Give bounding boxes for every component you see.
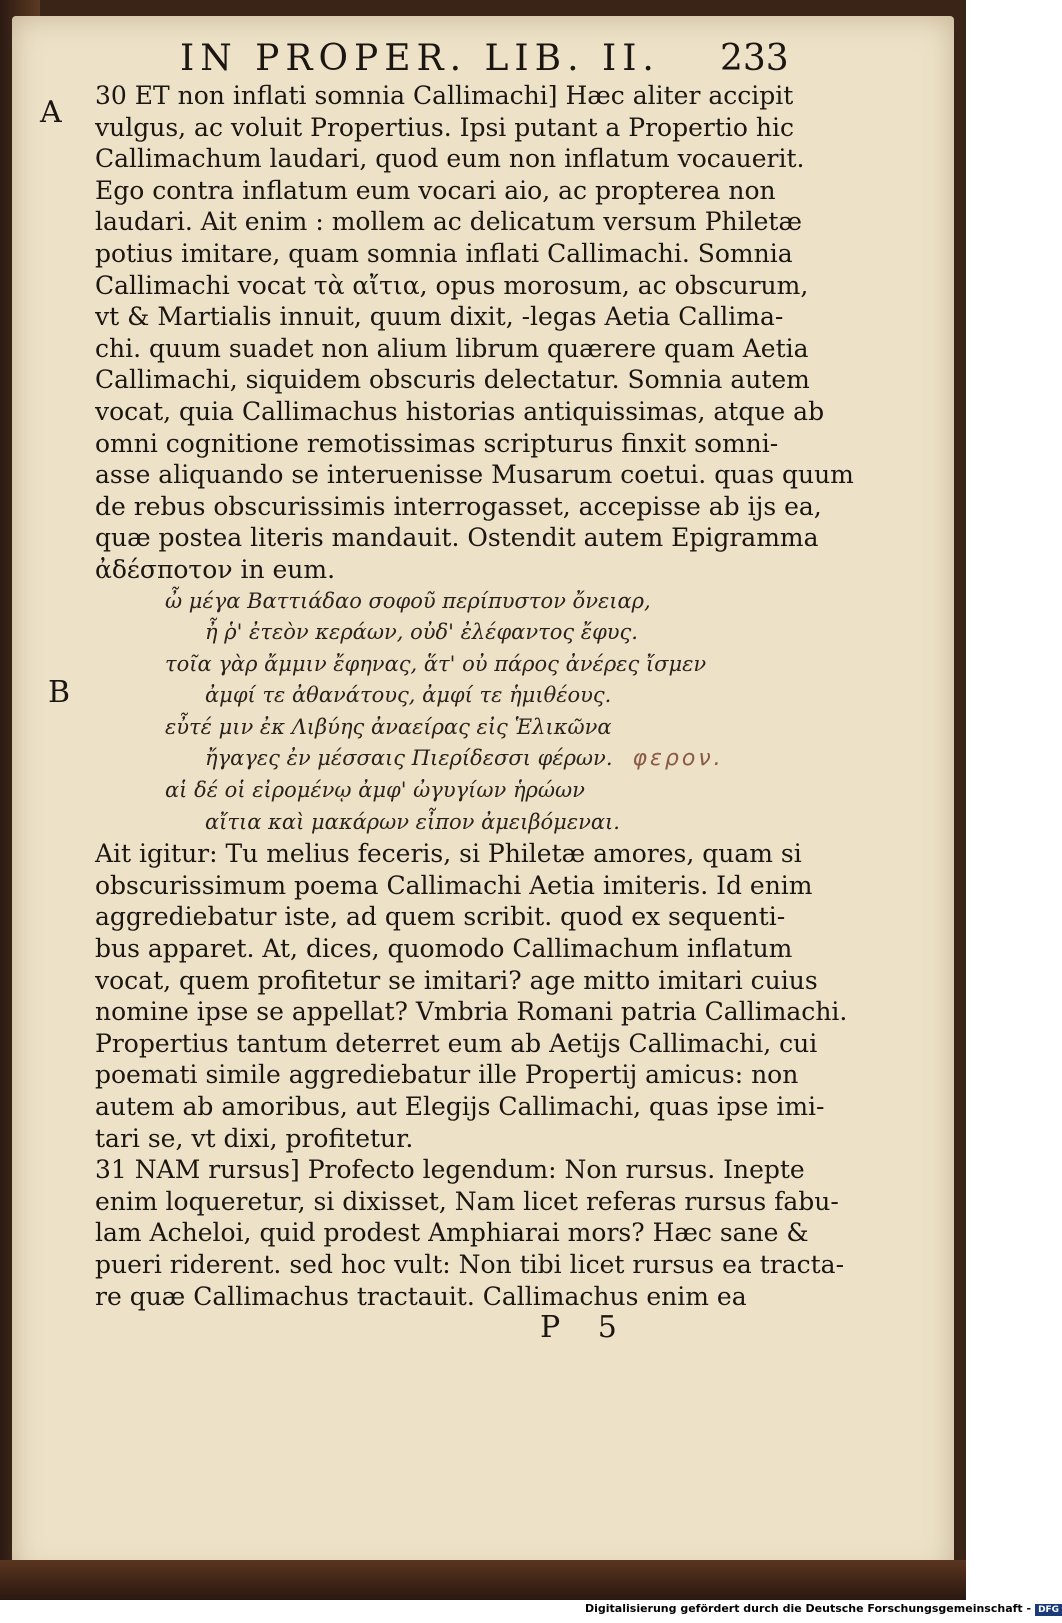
text-line: laudari. Ait enim : mollem ac delicatum versum Philetæ	[95, 207, 802, 237]
greek-epigram	[95, 586, 795, 839]
book-edge	[0, 1560, 966, 1600]
handwritten-note: φερον.	[632, 746, 724, 772]
text-line: chi. quum suadet non alium librum quærere quam Aetia	[95, 333, 809, 363]
text-line: 31 NAM rursus] Profecto legendum: Non rursus. Inepte	[95, 1155, 805, 1185]
text-line: bus apparet. At, dices, quomodo Callimachum inflatum	[95, 934, 793, 964]
text-line: vocat, quem profitetur se imitari? age mitto imitari cuius	[95, 965, 818, 995]
text-line: aggrediebatur iste, ad quem scribit. quod ex sequenti-	[95, 902, 786, 932]
greek-line: αἱ δέ οἱ εἰρομένῳ ἀμφ' ὠγυγίων ἡρώων	[165, 778, 585, 803]
text-line: tari se, vt dixi, profitetur.	[95, 1123, 414, 1153]
text-line: quæ postea literis mandauit. Ostendit autem Epigramma	[95, 523, 819, 553]
signature-mark: P 5	[540, 1310, 631, 1345]
greek-line: εὖτέ μιν ἐκ Λιβύης ἀναείρας εἰς Ἑλικῶνα	[165, 714, 612, 739]
greek-line: αἴτια καὶ μακάρων εἶπον ἀμειβόμεναι.	[205, 809, 620, 834]
text-line: autem ab amoribus, aut Elegijs Callimachi, quas ipse imi-	[95, 1092, 825, 1121]
greek-line: ἀμφί τε ἀθανάτους, ἀμφί τε ἡμιθέους.	[205, 683, 612, 708]
text-line: vulgus, ac voluit Propertius. Ipsi putant a Propertio hic	[95, 112, 794, 142]
greek-line: ἦ ῥ' ἐτεὸν κεράων, οὐδ' ἐλέφαντος ἔφυς.	[205, 620, 638, 645]
text-line: omni cognitione remotissimas scripturus finxit somni-	[95, 428, 779, 458]
greek-line: τοῖα γὰρ ἄμμιν ἔφηνας, ἅτ' οὐ πάρος ἀνέρες ἴσμεν	[165, 651, 707, 676]
text-line: Propertius tantum deterret eum ab Aetijs Callimachi, cui	[95, 1028, 818, 1058]
running-head: IN PROPER. LIB. II.	[180, 38, 660, 79]
page-number: 233	[720, 38, 789, 79]
margin-mark-a: A	[40, 95, 62, 130]
text-line: re quæ Callimachus tractauit. Callimachus enim ea	[95, 1281, 747, 1311]
greek-line-text: ἤγαγες ἐν μέσσαις Πιερίδεσσι φέρων.	[205, 746, 613, 771]
text-line: Ego contra inflatum eum vocari aio, ac propterea non	[95, 175, 776, 205]
text-line: pueri riderent. sed hoc vult: Non tibi licet rursus ea tracta-	[95, 1249, 845, 1279]
text-line: obscurissimum poema Callimachi Aetia imiteris. Id enim	[95, 870, 813, 900]
text-line: Ait igitur: Tu melius feceris, si Philetæ amores, quam si	[95, 839, 802, 869]
greek-line: ὦ μέγα Βαττιάδαο σοφοῦ περίπυστον ὄνειαρ,	[165, 588, 651, 613]
text-line: Callimachi, siquidem obscuris delectatur. Somnia autem	[95, 365, 810, 395]
margin-mark-b: B	[48, 675, 71, 710]
text-line: nomine ipse se appellat? Vmbria Romani patria Callimachi.	[95, 997, 848, 1027]
text-line: Callimachum laudari, quod eum non inflatum vocauerit.	[95, 144, 805, 174]
text-line: lam Acheloi, quid prodest Amphiarai mors? Hæc sane &	[95, 1218, 809, 1248]
text-line: Callimachi vocat τὰ αἴτια, opus morosum, ac obscurum,	[95, 270, 809, 300]
text-line: asse aliquando se interuenisse Musarum coetui. quas quum	[95, 460, 854, 490]
dfg-logo: DFG	[1035, 1604, 1062, 1616]
text-line: vocat, quia Callimachus historias antiquissimas, atque ab	[95, 396, 825, 426]
footer-text: Digitalisierung gefördert durch die Deutsche Forschungsgemeinschaft -	[585, 1602, 1032, 1615]
greek-line	[95, 743, 795, 775]
text-line: ἀδέσποτον in eum.	[95, 554, 336, 584]
body-text	[95, 80, 854, 1312]
text-line: de rebus obscurissimis interrogasset, accepisse ab ijs ea,	[95, 491, 822, 521]
text-line: enim loqueretur, si dixisset, Nam licet referas rursus fabu-	[95, 1186, 839, 1216]
text-line: vt & Martialis innuit, quum dixit, -legas Aetia Callima-	[95, 302, 784, 332]
text-line: 30 ET non inflati somnia Callimachi] Hæc aliter accipit	[95, 81, 794, 110]
text-line: poemati simile aggrediebatur ille Propertij amicus: non	[95, 1060, 799, 1090]
digitization-footer	[585, 1602, 1060, 1620]
text-line: potius imitare, quam somnia inflati Callimachi. Somnia	[95, 238, 793, 268]
